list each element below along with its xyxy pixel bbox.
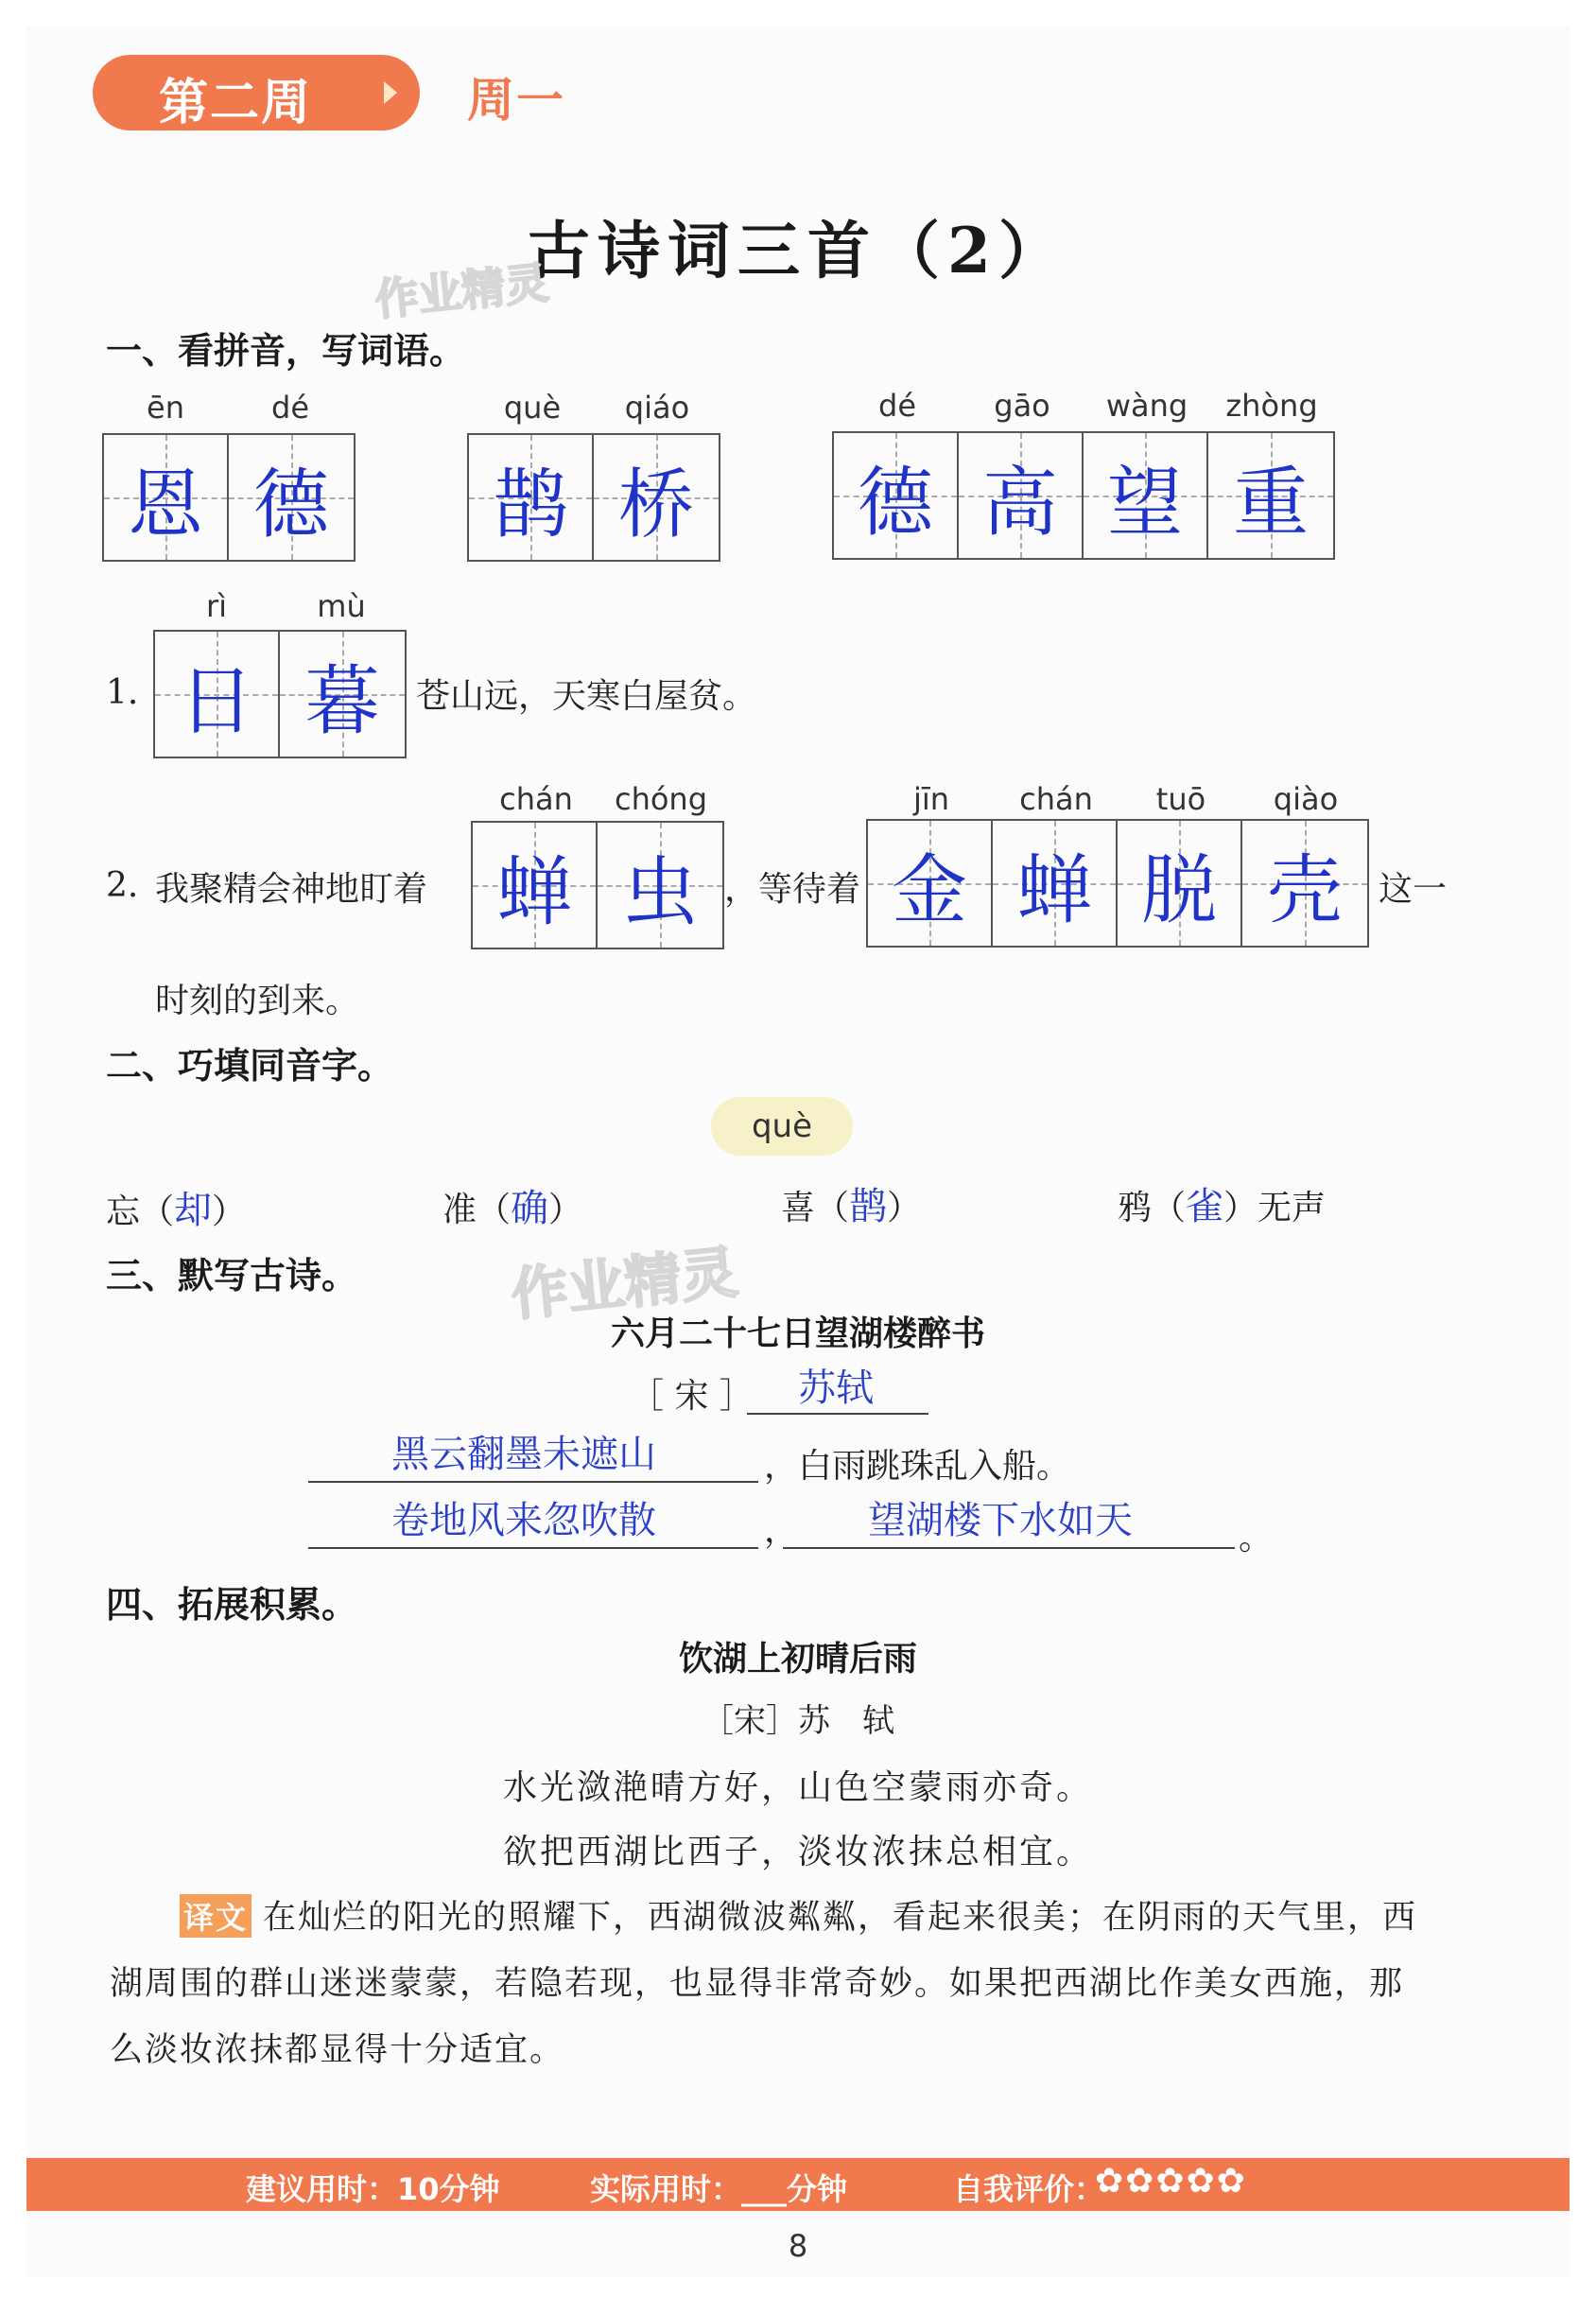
answer-char: 望 — [1107, 458, 1183, 547]
answer-char: 德 — [858, 458, 933, 547]
sentence-text: 我聚精会神地盯着 — [155, 870, 428, 909]
poem-title: 六月二十七日望湖楼醉书 — [610, 1314, 985, 1353]
poem-answer-line[interactable]: 黑云翻墨未遮山 — [391, 1433, 656, 1476]
answer-char[interactable]: 却 — [174, 1189, 213, 1232]
section-4-heading: 四、拓展积累。 — [106, 1584, 358, 1626]
answer-underline — [308, 1547, 758, 1549]
char-grid — [866, 819, 1369, 948]
char-cell[interactable] — [1084, 433, 1208, 558]
pinyin: qiào — [1273, 781, 1339, 817]
char-cell[interactable] — [469, 435, 594, 560]
answer-char: 脱 — [1141, 845, 1217, 934]
answer-char: 恩 — [128, 460, 203, 548]
answer-char: 桥 — [618, 460, 694, 548]
pinyin: mù — [317, 588, 366, 624]
author-answer[interactable]: 苏轼 — [798, 1366, 874, 1410]
answer-char: 虫 — [622, 847, 698, 936]
poem-verse: 欲把西湖比西子，淡妆浓抹总相宜。 — [502, 1833, 1093, 1871]
translation-line: 译文 在灿烂的阳光的照耀下，西湖微波粼粼，看起来很美；在阴雨的天气里，西 — [180, 1891, 1417, 1939]
char-cell[interactable] — [1208, 433, 1333, 558]
pinyin: jīn — [912, 781, 950, 817]
pinyin-bubble: què — [711, 1097, 853, 1156]
actual-time[interactable]: 实际用时：___分钟 — [590, 2171, 848, 2207]
char-grid — [471, 821, 724, 949]
char-grid — [832, 431, 1335, 560]
answer-char: 暮 — [304, 656, 380, 745]
pinyin: rì — [205, 588, 228, 624]
poem-answer-line[interactable]: 望湖楼下水如天 — [868, 1499, 1133, 1542]
page-title: 古诗词三首（2） — [528, 214, 1068, 287]
section-3-heading: 三、默写古诗。 — [106, 1255, 358, 1296]
answer-char: 日 — [179, 656, 254, 745]
answer-char: 蝉 — [1016, 845, 1092, 934]
answer-char: 高 — [982, 458, 1058, 547]
fill-item: 喜（鹊） — [781, 1185, 922, 1228]
sentence-text: 苍山远，天寒白屋贫。 — [416, 677, 757, 716]
answer-char: 重 — [1233, 458, 1309, 547]
poem-author: ［宋］苏 轼 — [702, 1702, 894, 1740]
question-number: 1. — [106, 673, 139, 712]
answer-underline — [747, 1413, 928, 1415]
answer-char[interactable]: 雀 — [1186, 1185, 1224, 1228]
answer-char[interactable]: 鹊 — [849, 1185, 888, 1228]
section-2-heading: 二、巧填同音字。 — [106, 1045, 394, 1087]
star-rating-icon[interactable]: ✿✿✿✿✿ — [1095, 2162, 1247, 2201]
char-cell[interactable] — [598, 823, 722, 948]
fill-item: 准（确） — [442, 1187, 583, 1230]
translation-line: 么淡妆浓抹都显得十分适宜。 — [110, 2031, 565, 2069]
suggested-time: 建议用时：10分钟 — [246, 2171, 500, 2207]
pinyin: chán — [1019, 781, 1093, 817]
answer-char: 德 — [253, 460, 329, 548]
self-eval-label: 自我评价： — [953, 2171, 1105, 2207]
question-number: 2. — [106, 866, 139, 905]
fill-item: 忘（却） — [106, 1189, 247, 1232]
week-badge — [93, 55, 420, 131]
char-cell[interactable] — [155, 632, 280, 757]
poem-title: 饮湖上初晴后雨 — [678, 1640, 917, 1679]
poem-answer-line[interactable]: 卷地风来忽吹散 — [391, 1499, 656, 1542]
answer-char: 壳 — [1267, 845, 1343, 934]
arrow-right-icon — [384, 81, 397, 104]
answer-char: 鹊 — [493, 460, 568, 548]
dynasty-label: ［ 宋 ］ — [630, 1377, 754, 1416]
section-1-heading: 一、看拼音，写词语。 — [106, 330, 466, 372]
pinyin: zhòng — [1225, 388, 1318, 424]
translation-line: 湖周围的群山迷迷蒙蒙，若隐若现，也显得非常奇妙。如果把西湖比作美女西施，那 — [110, 1965, 1405, 2003]
char-cell[interactable] — [473, 823, 598, 948]
char-grid — [153, 630, 407, 758]
pinyin: ēn — [147, 390, 184, 426]
punctuation: 。 — [1239, 1519, 1274, 1557]
char-cell[interactable] — [229, 435, 354, 560]
translation-badge: 译文 — [180, 1894, 252, 1938]
page-number: 8 — [788, 2228, 808, 2264]
answer-char: 蝉 — [496, 847, 572, 936]
pinyin: chán — [499, 781, 573, 817]
char-cell[interactable] — [868, 821, 993, 946]
char-cell[interactable] — [1118, 821, 1242, 946]
answer-underline — [783, 1547, 1235, 1549]
watermark: 作业精灵 — [372, 256, 551, 326]
pinyin: gāo — [994, 388, 1050, 424]
char-grid — [102, 433, 356, 562]
pinyin: dé — [271, 390, 309, 426]
poem-line: ，白雨跳珠乱入船。 — [764, 1447, 1071, 1486]
char-cell[interactable] — [104, 435, 229, 560]
day-label: 周一 — [467, 73, 565, 128]
char-cell[interactable] — [834, 433, 959, 558]
sentence-text: 这一 — [1379, 870, 1448, 909]
char-grid — [467, 433, 720, 562]
week-label: 第二周 — [159, 75, 313, 131]
pinyin: qiáo — [624, 390, 690, 426]
char-cell[interactable] — [959, 433, 1084, 558]
pinyin: chóng — [614, 781, 708, 817]
char-cell[interactable] — [594, 435, 719, 560]
pinyin: wàng — [1105, 388, 1188, 424]
watermark: 作业精灵 — [508, 1239, 741, 1330]
footer-bar — [26, 2158, 1570, 2211]
sentence-text: ，等待着 — [724, 870, 861, 909]
poem-verse: 水光潋滟晴方好，山色空蒙雨亦奇。 — [502, 1768, 1093, 1807]
char-cell[interactable] — [993, 821, 1118, 946]
punctuation: ， — [764, 1511, 799, 1550]
pinyin: tuō — [1155, 781, 1206, 817]
answer-char: 金 — [892, 845, 967, 934]
pinyin: què — [503, 390, 562, 426]
answer-char[interactable]: 确 — [511, 1187, 549, 1230]
pinyin: dé — [878, 388, 916, 424]
answer-underline — [308, 1481, 758, 1483]
fill-item: 鸦（雀）无声 — [1118, 1185, 1327, 1228]
sentence-text: 时刻的到来。 — [155, 982, 360, 1020]
char-cell[interactable] — [280, 632, 405, 757]
char-cell[interactable] — [1242, 821, 1367, 946]
